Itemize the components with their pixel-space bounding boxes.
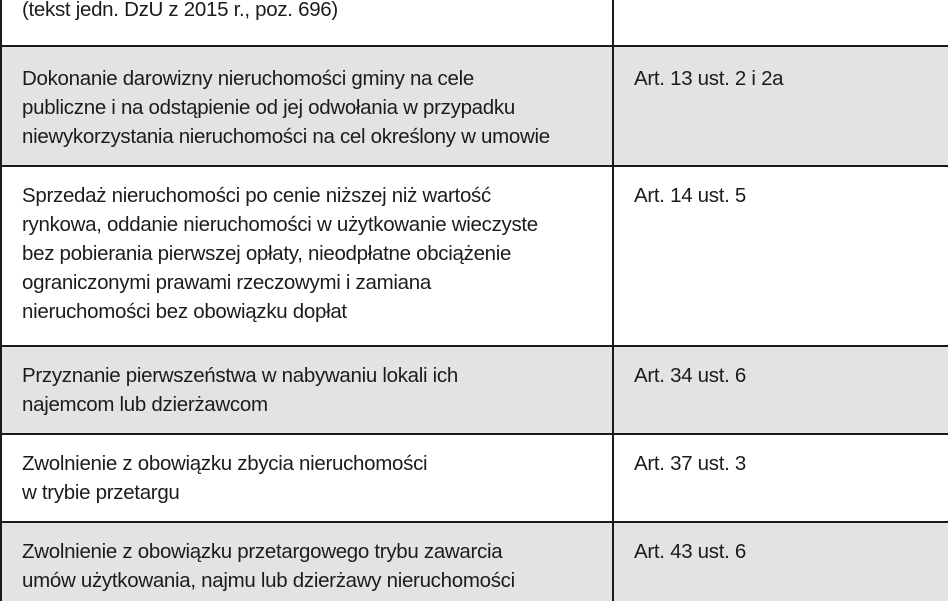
row-article: Art. 34 ust. 6 xyxy=(634,364,747,387)
row-description: Sprzedaż nieruchomości po cenie niższej niż wartość rynkowa, oddanie nieruchomości w użytkowanie wieczyste bez pobierania pierwszej opłaty, nieodpłatne obciążenie ograniczonymi prawami rzeczowymi i zamiana nieruchomości bez obowiązku dopłat xyxy=(2,167,614,345)
table-row xyxy=(2,0,948,45)
row-description: Zwolnienie z obowiązku przetargowego trybu zawarcia umów użytkowania, najmu lub dzierżawy nieruchomości xyxy=(2,523,614,601)
row-article: Art. 14 ust. 5 xyxy=(634,184,747,207)
table-row xyxy=(2,433,948,521)
row-description: Przyznanie pierwszeństwa w nabywaniu lokali ich najemcom lub dzierżawcom xyxy=(2,347,614,433)
row-article xyxy=(614,0,948,45)
row-description: (tekst jedn. DzU z 2015 r., poz. 696) xyxy=(2,0,614,45)
row-article: Art. 13 ust. 2 i 2a xyxy=(634,67,784,90)
row-article: Art. 37 ust. 3 xyxy=(634,452,747,475)
row-description: Dokonanie darowizny nieruchomości gminy na cele publiczne i na odstąpienie od jej odwołania w przypadku niewykorzystania nieruchomości na cel określony w umowie xyxy=(2,47,614,165)
table-row xyxy=(2,521,948,601)
row-article: Art. 43 ust. 6 xyxy=(634,540,747,563)
table-row xyxy=(2,45,948,165)
table-row xyxy=(2,345,948,433)
row-description: Zwolnienie z obowiązku zbycia nieruchomości w trybie przetargu xyxy=(2,435,614,521)
table-row xyxy=(2,165,948,345)
